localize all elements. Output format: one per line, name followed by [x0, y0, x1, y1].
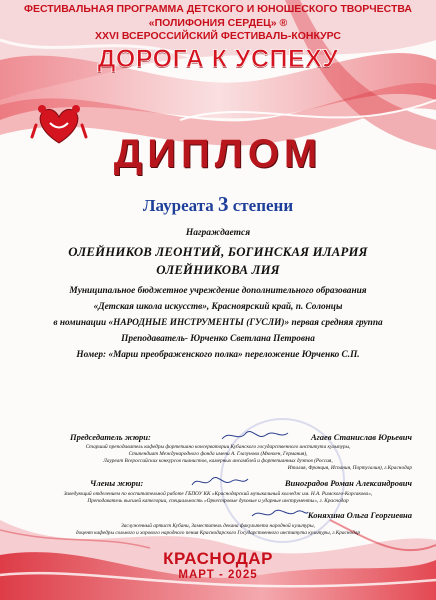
- institution-line-1: Муниципальное бюджетное учреждение дополнительного образования: [69, 286, 367, 296]
- jury-chair-name: Агаев Станислав Юрьевич: [310, 432, 412, 442]
- member2-signature-icon: [250, 506, 310, 522]
- chair-signature-icon: [220, 425, 290, 445]
- jury-member-2-name: Коняхина Ольга Георгиевна: [307, 510, 412, 520]
- header-line-2: «ПОЛИФОНИЯ СЕРДЕЦ» ®: [148, 17, 288, 29]
- nomination-suffix: первая средняя группа: [291, 318, 383, 328]
- recipients-line-2: ОЛЕЙНИКОВА ЛИЯ: [156, 263, 280, 277]
- nomination-line: [0, 318, 436, 328]
- jury-member-1-name: Виноградов Роман Александрович: [284, 478, 412, 488]
- degree-number: 3: [218, 192, 229, 216]
- jury-member-2-desc-2: доцент кафедры сольного и хорового народного пения Краснодарского Государственного института культуры, г.Краснодар: [75, 530, 361, 536]
- festival-title: ДОРОГА К УСПЕХУ: [97, 45, 339, 73]
- header-line-1: ФЕСТИВАЛЬНАЯ ПРОГРАММА ДЕТСКОГО И ЮНОШЕСКОГО ТВОРЧЕСТВА: [23, 3, 413, 15]
- performance-number-line: Номер: «Марш преображенского полка» переложение Юрченко С.П.: [76, 350, 360, 360]
- institution-line-2: «Детская школа искусств», Красноярский край, п. Солонцы: [93, 302, 343, 312]
- member1-signature-icon: [190, 473, 250, 491]
- diploma-title: ДИПЛОМ: [113, 132, 323, 176]
- jury-member-1-desc-1: Заведующий отделением по воспитательной работе ГБПОУ КК «Краснодарский музыкальный колледж им. Н.А. Римского-Корсакова»,: [63, 491, 373, 497]
- laureate-degree: [0, 192, 436, 217]
- degree-prefix: Лауреата: [142, 196, 214, 215]
- jury-member-1-desc-2: Преподаватель высшей категории, специальность «Оркестровые духовые и ударные инструменты», г. Краснодар: [87, 498, 349, 504]
- awarded-label: Награждается: [185, 228, 251, 238]
- jury-chair-label: Председатель жюри:: [70, 432, 151, 442]
- jury-chair-desc-3: Лауреат Всероссийских конкурсов пианистов, камерных ансамблей и фортепианных дуэтов (Россия,: [103, 458, 333, 464]
- nomination-value: «НАРОДНЫЕ ИНСТРУМЕНТЫ (ГУСЛИ)»: [108, 318, 290, 328]
- jury-members-label: Члены жюри:: [90, 478, 144, 488]
- recipients-line-1: ОЛЕЙНИКОВ ЛЕОНТИЙ, БОГИНСКАЯ ИЛАРИЯ: [68, 245, 368, 259]
- jury-member-2-desc-1: Заслуженный артист Кубани, Заместитель декана факультета народной культуры,: [121, 523, 315, 529]
- footer-city: КРАСНОДАР: [163, 549, 273, 568]
- jury-chair-desc-2: Стипендиат Международного фонда имени А. Глазунова (Мюнхен, Германия),: [128, 451, 308, 457]
- jury-chair-desc-1: Старший преподаватель кафедры фортепиано консерватории Кубанского государственного института культуры,: [85, 444, 351, 450]
- teacher-line: Преподаватель- Юрченко Светлана Петровна: [121, 334, 315, 344]
- footer-date: МАРТ - 2025: [178, 569, 258, 581]
- nomination-prefix: в номинации: [53, 318, 107, 328]
- header-line-3: XXVI ВСЕРОССИЙСКИЙ ФЕСТИВАЛЬ-КОНКУРС: [94, 30, 342, 42]
- degree-suffix: степени: [232, 196, 294, 215]
- jury-chair-desc-4: Италия, Франция, Испания, Португалия), г.Краснодар: [287, 465, 412, 471]
